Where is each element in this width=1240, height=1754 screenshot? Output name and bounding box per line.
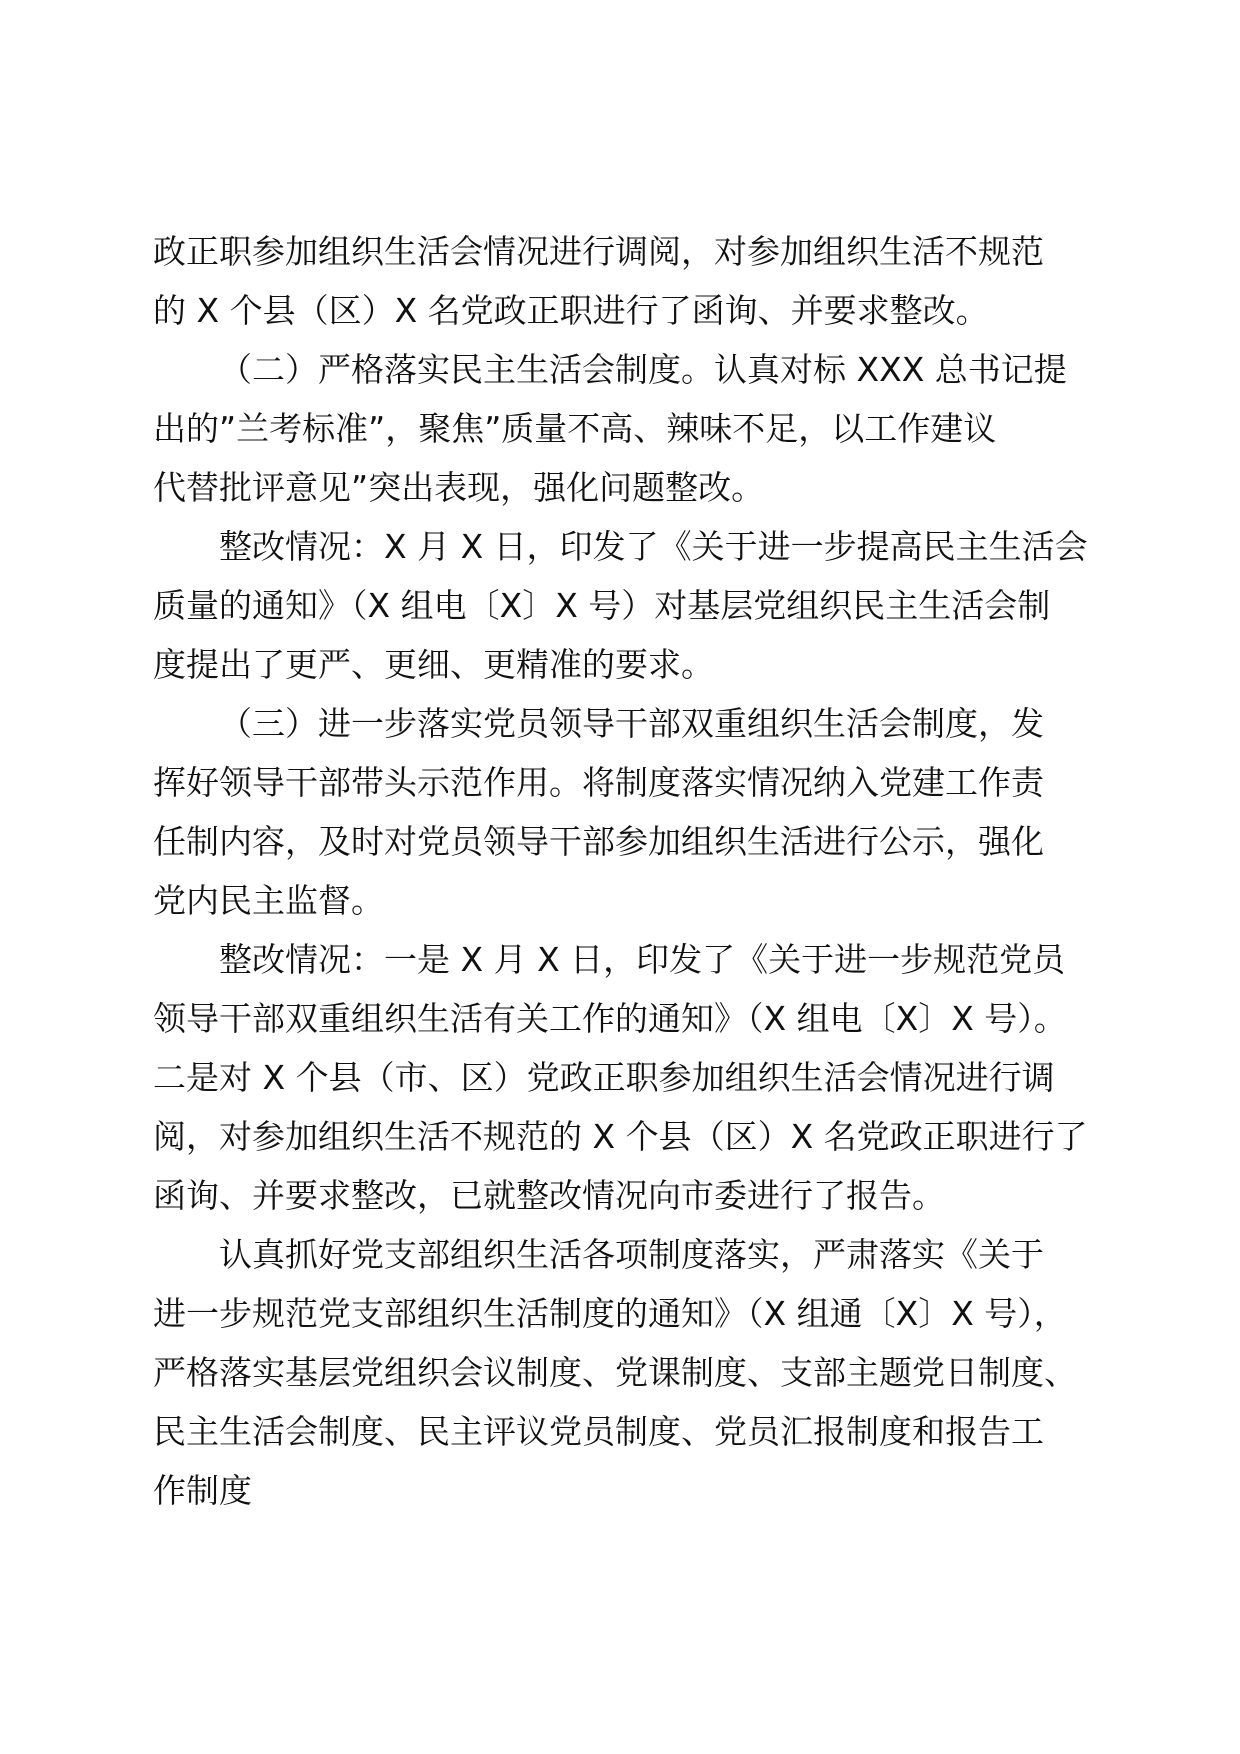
paragraph-start-line: 整改情况：X 月 X 日，印发了《关于进一步提高民主生活会: [219, 527, 1088, 566]
text-line: 二是对 X 个县（市、区）党政正职参加组织生活会情况进行调: [153, 1058, 1055, 1097]
text-line: 度提出了更严、更细、更精准的要求。: [153, 645, 714, 684]
text-line: 函询、并要求整改，已就整改情况向市委进行了报告。: [153, 1176, 945, 1215]
paragraph-start-line: 整改情况：一是 X 月 X 日，印发了《关于进一步规范党员: [219, 940, 1066, 979]
document-body: [153, 222, 1093, 1520]
text-line: 的 X 个县（区）X 名党政正职进行了函询、并要求整改。: [153, 291, 989, 330]
section-heading-line: （二）严格落实民主生活会制度。认真对标 XXX 总书记提: [219, 350, 1067, 389]
text-line: 质量的通知》（X 组电〔X〕X 号）对基层党组织民主生活会制: [153, 586, 1051, 625]
text-line: 挥好领导干部带头示范作用。将制度落实情况纳入党建工作责: [153, 763, 1044, 802]
section-heading-line: （三）进一步落实党员领导干部双重组织生活会制度，发: [219, 704, 1044, 743]
text-line: 任制内容，及时对党员领导干部参加组织生活进行公示，强化: [153, 822, 1044, 861]
text-line: 作制度: [153, 1471, 252, 1510]
text-line: 阅，对参加组织生活不规范的 X 个县（区）X 名党政正职进行了: [153, 1117, 1088, 1156]
text-line: 政正职参加组织生活会情况进行调阅，对参加组织生活不规范: [153, 232, 1044, 271]
paragraph-start-line: 认真抓好党支部组织生活各项制度落实，严肃落实《关于: [219, 1235, 1044, 1274]
text-line: 出的”兰考标准”，聚焦”质量不高、辣味不足，以工作建议: [153, 409, 997, 448]
text-line: 代替批评意见”突出表现，强化问题整改。: [153, 468, 765, 507]
text-line: 领导干部双重组织生活有关工作的通知》（X 组电〔X〕X 号）。: [153, 999, 1067, 1038]
text-line: 民主生活会制度、民主评议党员制度、党员汇报制度和报告工: [153, 1412, 1044, 1451]
text-line: 党内民主监督。: [153, 881, 384, 920]
text-line: 严格落实基层党组织会议制度、党课制度、支部主题党日制度、: [153, 1353, 1077, 1392]
text-line: 进一步规范党支部组织生活制度的通知》（X 组通〔X〕X 号），: [153, 1294, 1067, 1333]
